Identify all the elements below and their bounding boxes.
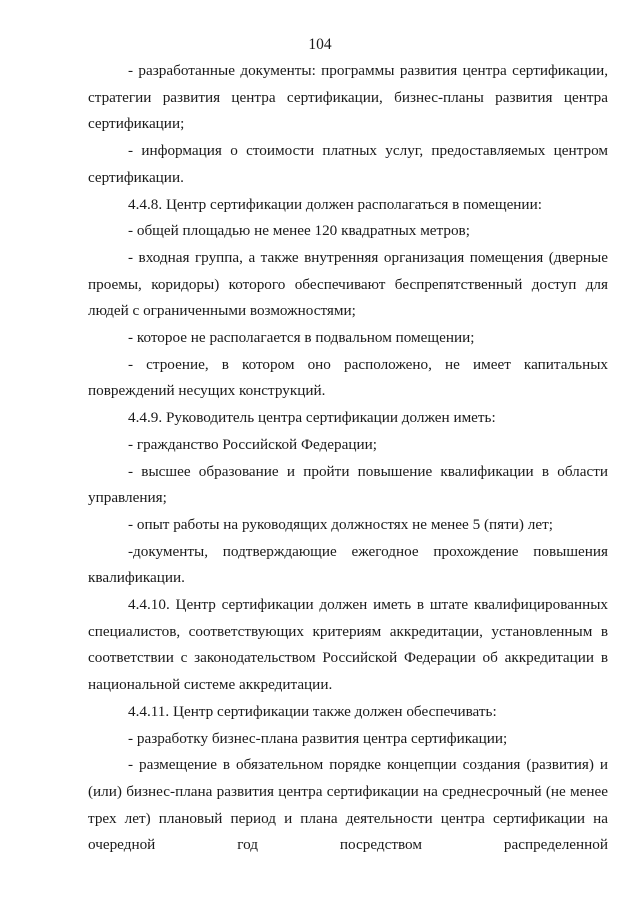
paragraph: -документы, подтверждающие ежегодное прохождение повышения квалификации. (88, 542, 608, 587)
paragraph: - строение, в котором оно расположено, не имеет капитальных повреждений несущих конструкций. (88, 355, 608, 400)
paragraph: - разработанные документы: программы развития центра сертификации, стратегии развития центра сертификации, бизнес-планы развития центра сертификации; (88, 62, 608, 133)
paragraph: - гражданство Российской Федерации; (128, 435, 377, 453)
paragraph: - информация о стоимости платных услуг, предоставляемых центром сертификации. (88, 142, 608, 186)
document-body (88, 58, 608, 859)
paragraph: - общей площадью не менее 120 квадратных метров; (128, 222, 470, 240)
paragraph: 4.4.10. Центр сертификации должен иметь в штате квалифицированных специалистов, соответствующих критериям аккредитации, установленным в соответствии с законодательством Российской Федерации об аккредитации в национальной системе аккредитации. (88, 596, 608, 694)
paragraph: - входная группа, а также внутренняя организация помещения (дверные проемы, коридоры) которого обеспечивают беспрепятственный доступ для людей с ограниченными возможностями; (88, 248, 608, 320)
page-number: 104 (308, 36, 332, 53)
paragraph: 4.4.11. Центр сертификации также должен обеспечивать: (128, 702, 497, 720)
paragraph: 4.4.8. Центр сертификации должен располагаться в помещении: (128, 195, 542, 213)
paragraph: 4.4.9. Руководитель центра сертификации должен иметь: (128, 409, 496, 427)
paragraph: - разработку бизнес-плана развития центра сертификации; (128, 729, 508, 747)
paragraph: - которое не располагается в подвальном помещении; (128, 329, 475, 347)
paragraph: - высшее образование и пройти повышение квалификации в области управления; (88, 462, 608, 507)
paragraph: - размещение в обязательном порядке концепции создания (развития) и (или) бизнес-плана развития центра сертификации на среднесрочный (не менее трех лет) плановый период и плана деятельности центра сертификации на очередной год посредством распределенной (88, 756, 608, 854)
paragraph: - опыт работы на руководящих должностях не менее 5 (пяти) лет; (128, 515, 553, 533)
